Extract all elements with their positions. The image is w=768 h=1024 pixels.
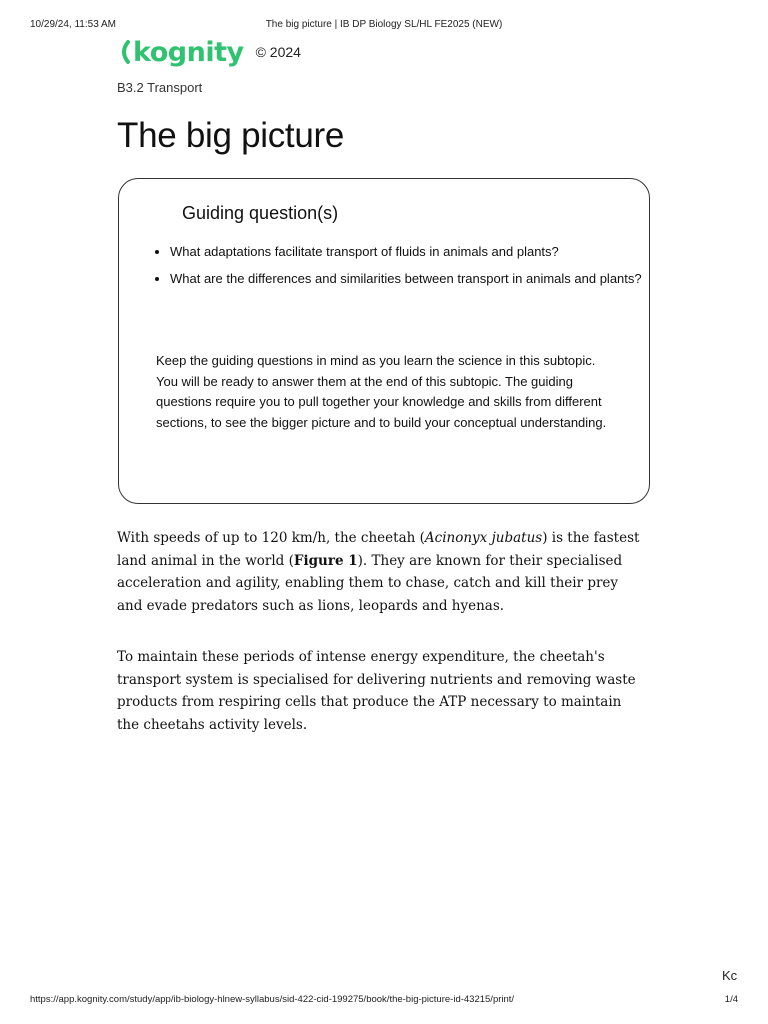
guiding-questions-heading: Guiding question(s): [182, 203, 339, 223]
guiding-question: • What adaptations facilitate transport of fluids in animals and plants?: [170, 241, 650, 262]
page-number: 1/4: [724, 994, 738, 1005]
energy-paragraph: To maintain these periods of intense energy expenditure, the cheetah's transport system is specialised for delivering nutrients and removing waste products from respiring cells that produce the ATP necessary to maintain the cheetahs activity levels.: [117, 649, 636, 733]
breadcrumb[interactable]: B3.2 Transport: [117, 80, 203, 95]
guiding-question: • What are the differences and similarities between transport in animals and plants?: [170, 268, 650, 289]
brand-logo-text: kognity: [133, 36, 244, 68]
intro-paragraph: [117, 527, 647, 617]
intro-text-2: ) is the fastest land animal in the world (: [117, 530, 640, 569]
intro-text-1: With speeds of up to 120 km/h, the cheetah (: [117, 530, 425, 546]
guiding-questions-list: [152, 241, 650, 295]
intro-text-3: ). They are known for their specialised acceleration and agility, enabling them to chase, catch and kill their prey and evade predators such as lions, leopards and hyenas.: [117, 552, 623, 614]
guiding-questions-note: Keep the guiding questions in mind as you learn the science in this subtopic. You will be ready to answer them at the end of this subtopic. The guiding questions require you to pull together your knowledge and skills from different sections, to see the bigger picture and to build your conceptual understanding.: [156, 353, 607, 430]
print-datetime: 10/29/24, 11:53 AM: [30, 19, 116, 30]
page-title: The big picture: [117, 116, 345, 155]
kognity-logo-icon: [117, 38, 131, 66]
corner-logo-fragment: Kc: [722, 968, 738, 983]
guiding-questions-box: [118, 178, 650, 504]
copyright: © 2024: [255, 44, 301, 60]
figure-reference-link[interactable]: Figure 1: [293, 552, 358, 569]
print-header: [30, 19, 738, 33]
print-url: https://app.kognity.com/study/app/ib-biology-hlnew-syllabus/sid-422-cid-199275/book/the-big-picture-id-43215/print/: [30, 994, 515, 1005]
species-name: Acinonyx jubatus: [424, 530, 543, 546]
print-page-title: The big picture | IB DP Biology SL/HL FE2025 (NEW): [265, 19, 503, 30]
print-footer: [30, 994, 738, 1008]
brand: [117, 35, 301, 69]
